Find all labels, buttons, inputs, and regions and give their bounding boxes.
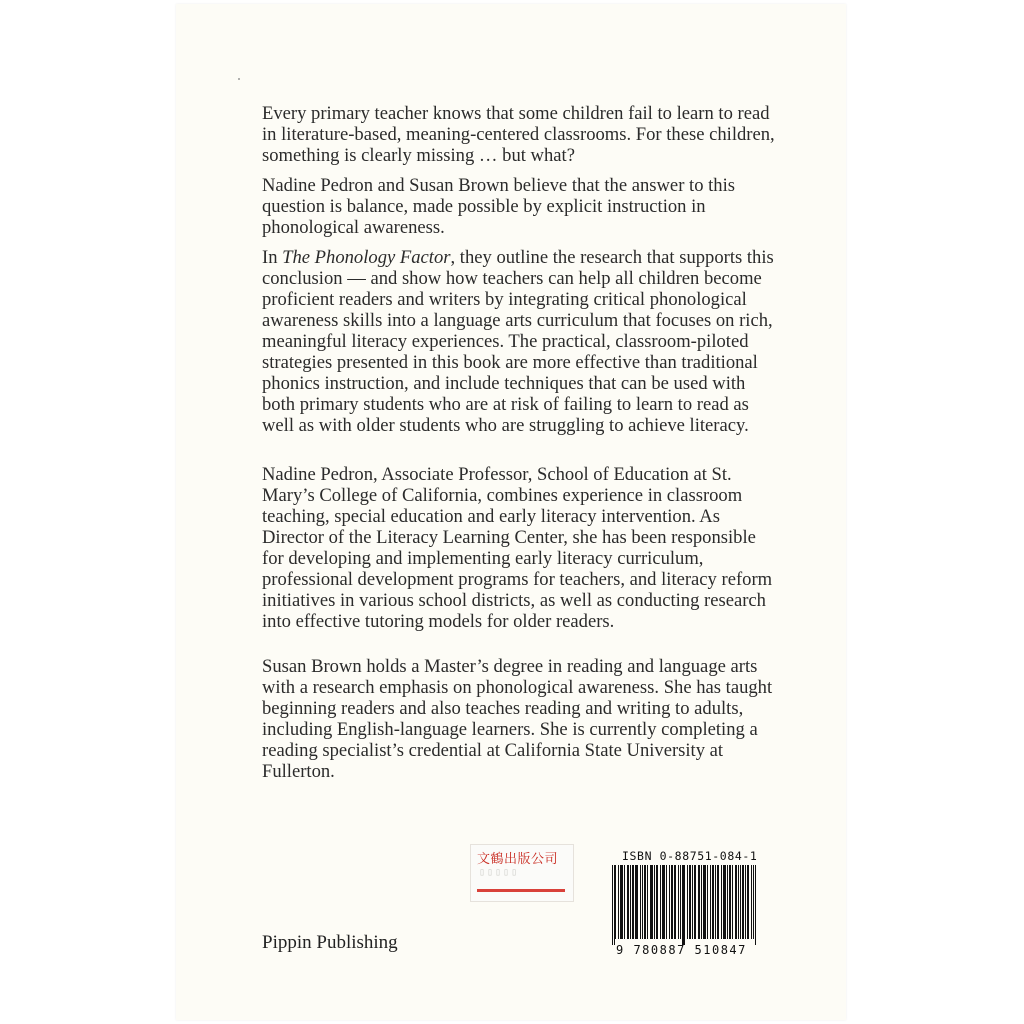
barcode-bar xyxy=(650,865,651,939)
book-title-italic: The Phonology Factor xyxy=(282,247,451,268)
barcode-bar xyxy=(630,865,631,939)
barcode-bar xyxy=(652,865,653,939)
sticker-red-line xyxy=(477,889,565,892)
barcode-bar xyxy=(727,865,728,939)
barcode-bar xyxy=(695,865,696,939)
barcode-bar xyxy=(747,865,748,939)
isbn-label: ISBN 0-88751-084-1 xyxy=(622,849,758,863)
barcode-bar xyxy=(717,865,718,939)
barcode-bars xyxy=(612,865,758,945)
barcode-bar xyxy=(689,865,690,939)
barcode-bar xyxy=(743,865,744,939)
barcode-bar xyxy=(654,865,655,939)
barcode-bar xyxy=(748,865,749,939)
barcode-bar xyxy=(666,865,667,939)
price-sticker xyxy=(470,844,574,902)
barcode-bar xyxy=(624,865,625,939)
barcode-bar xyxy=(725,865,726,939)
barcode-bar xyxy=(751,865,752,939)
blurb-paragraph-1: Every primary teacher knows that some children fail to learn to read in literature-based, meaning-centered classrooms. For these children, something is clearly missing … but what? xyxy=(262,103,775,166)
barcode-bar xyxy=(612,865,613,945)
barcode-bar xyxy=(672,865,673,939)
barcode-bar xyxy=(694,865,695,939)
barcode-bar xyxy=(683,865,684,945)
barcode-bar xyxy=(621,865,622,939)
barcode-bar xyxy=(704,865,705,939)
publisher-name: Pippin Publishing xyxy=(262,932,398,953)
barcode-bar xyxy=(662,865,663,939)
barcode-bar xyxy=(712,865,713,939)
barcode-bar xyxy=(637,865,638,939)
barcode-bar xyxy=(730,865,731,939)
barcode-digits: 9 780887 510847 xyxy=(616,943,747,957)
barcode-bar xyxy=(710,865,711,939)
barcode-bar xyxy=(680,865,681,939)
barcode-bar xyxy=(699,865,700,939)
barcode-bar xyxy=(724,865,725,939)
barcode-bar xyxy=(732,865,733,939)
barcode-bar xyxy=(644,865,645,939)
barcode-bar xyxy=(723,865,724,939)
barcode-bar xyxy=(615,865,616,939)
barcode-bar xyxy=(614,865,615,945)
barcode-bar xyxy=(718,865,719,939)
barcode-bar xyxy=(738,865,739,939)
author-bio-brown: Susan Brown holds a Master’s degree in reading and language arts with a research emphasis on phonological awareness. She has taught beginning readers and also teaches reading and writing to adults, including English-language learners. She is currently completing a reading specialist’s credential at California State University at Fullerton. xyxy=(262,656,773,782)
barcode-bar xyxy=(701,865,702,939)
barcode-bar xyxy=(640,865,641,939)
barcode-bar xyxy=(675,865,676,939)
barcode-bar xyxy=(664,865,665,939)
barcode-bar xyxy=(678,865,679,939)
blurb-p3-rest: , they outline the research that supports this conclusion — and show how teachers can help all children become proficient readers and writers by integrating critical phonological awareness skills into a language arts curriculum that focuses on rich, meaningful literacy experiences. The practical, classroom-piloted strategies presented in this book are more effective than traditional phonics instruction, and include techniques that can be used with both primary students who are at risk of failing to learn to read as well as with older students who are struggling to achieve literacy. xyxy=(262,247,774,436)
barcode-bar xyxy=(705,865,706,939)
blurb-paragraph-3 xyxy=(262,247,782,436)
barcode-bar xyxy=(690,865,691,939)
barcode-bar xyxy=(713,865,714,939)
barcode-bar xyxy=(635,865,636,939)
barcode-bar xyxy=(715,865,716,939)
barcode-bar xyxy=(620,865,621,939)
back-cover-blurb xyxy=(262,103,782,782)
barcode-bar xyxy=(674,865,675,939)
barcode-bar xyxy=(656,865,657,939)
barcode-bar xyxy=(669,865,670,939)
barcode-bar xyxy=(671,865,672,939)
barcode-bar xyxy=(622,865,623,939)
barcode-bar xyxy=(735,865,736,939)
barcode-bar xyxy=(721,865,722,939)
barcode-bar xyxy=(687,865,688,939)
barcode-bar xyxy=(627,865,628,939)
barcode-bar xyxy=(692,865,693,939)
barcode-bar xyxy=(703,865,704,939)
barcode-bar xyxy=(698,865,699,939)
barcode-bar xyxy=(682,865,683,945)
barcode-bar xyxy=(755,865,756,945)
barcode-bar xyxy=(657,865,658,939)
barcode-bar xyxy=(633,865,634,939)
barcode-bar xyxy=(647,865,648,939)
blurb-paragraph-2: Nadine Pedron and Susan Brown believe that the answer to this question is balance, made possible by explicit instruction in phonological awareness. xyxy=(262,175,736,238)
barcode-bar xyxy=(628,865,629,939)
barcode-bar xyxy=(745,865,746,939)
barcode-bar xyxy=(645,865,646,939)
blurb-p3-prefix: In xyxy=(262,247,283,268)
author-bio-pedron: Nadine Pedron, Associate Professor, School of Education at St. Mary’s College of California, combines experience in classroom teaching, special education and early literacy intervention. As Director of the Literacy Learning Center, she has been responsible for developing and implementing early literacy curriculum, professional development programs for teachers, and literacy reform initiatives in various school districts, as well as conducting research into effective tutoring models for older readers. xyxy=(262,464,773,632)
barcode-bar xyxy=(660,865,661,939)
barcode-bar xyxy=(729,865,730,939)
barcode-bar xyxy=(651,865,652,939)
barcode-bar xyxy=(632,865,633,939)
barcode-bar xyxy=(618,865,619,939)
barcode-bar xyxy=(707,865,708,939)
barcode-bar xyxy=(636,865,637,939)
barcode-bar xyxy=(736,865,737,939)
barcode-bar xyxy=(663,865,664,939)
barcode-bar xyxy=(740,865,741,939)
barcode-bar xyxy=(642,865,643,939)
sticker-faded-code: ▯▯▯▯▯ xyxy=(479,867,520,878)
barcode-bar xyxy=(753,865,754,939)
barcode-bar xyxy=(684,865,685,945)
dust-speck xyxy=(238,78,240,80)
barcode-bar xyxy=(742,865,743,939)
sticker-publisher-name: 文鶴出版公司 xyxy=(477,852,559,867)
